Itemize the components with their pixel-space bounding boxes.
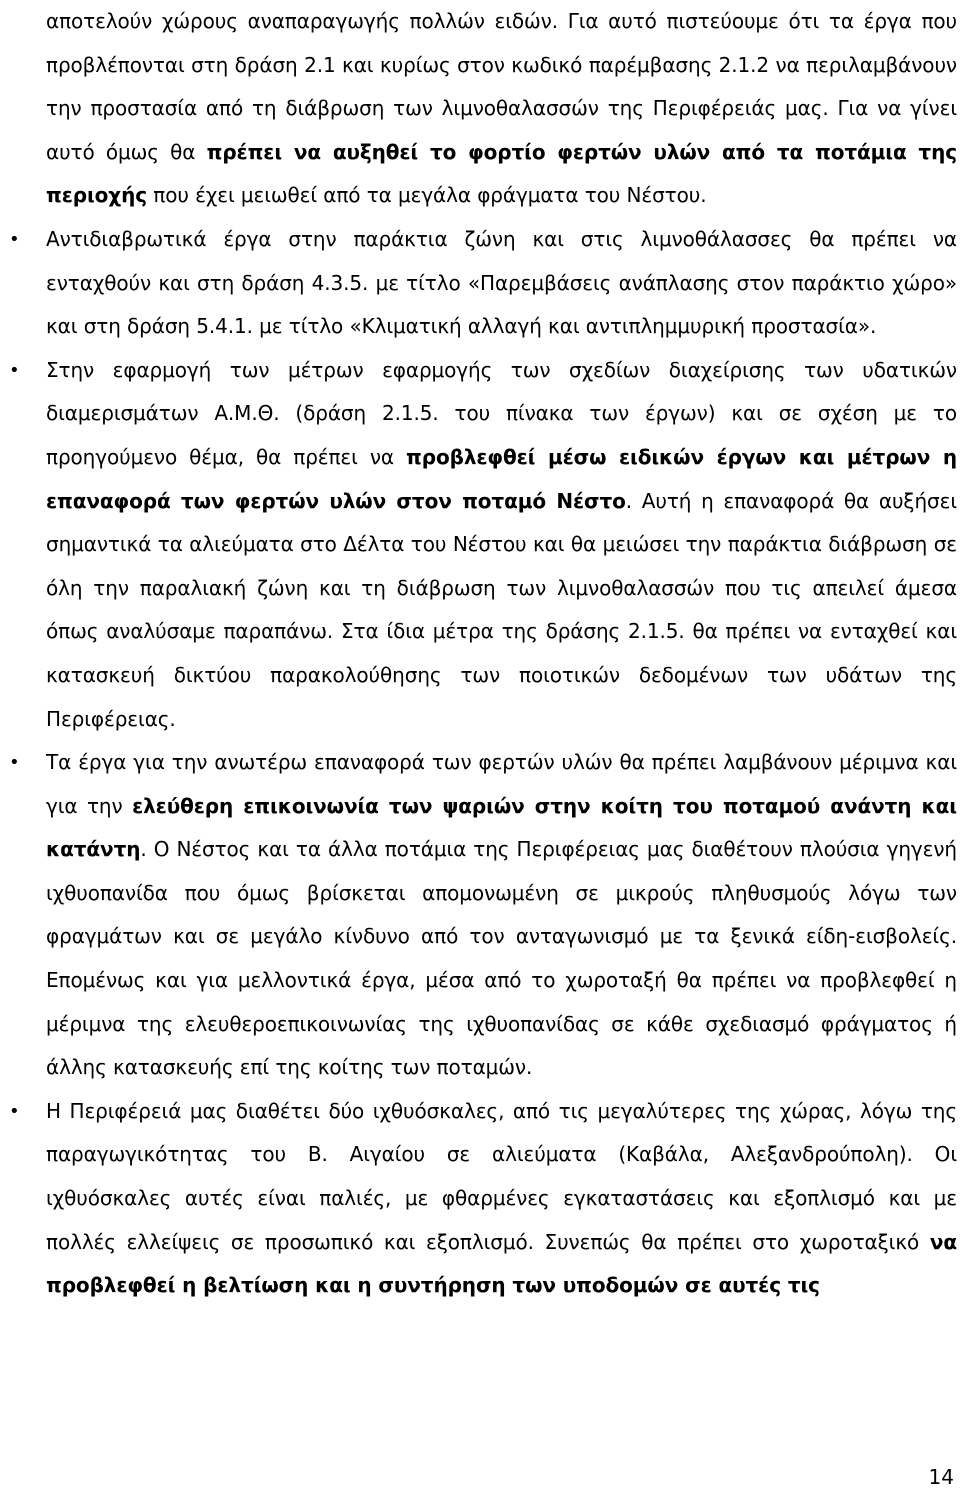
bullet-paragraph [9, 349, 958, 741]
bullet-marker: • [9, 228, 20, 250]
bold-text: προβλεφθεί μέσω ειδικών έργων και μέτρων η επαναφορά των φερτών υλών στον ποταμό Νέστο [46, 444, 957, 513]
bold-text: ελεύθερη επικοινωνία των ψαριών στην κοίτη του ποταμού ανάντη και κατάντη [46, 793, 957, 862]
text-run: Η Περιφέρειά μας διαθέτει δύο ιχθυόσκαλες, από τις μεγαλύτερες της χώρας, λόγω της παραγωγικότητας του Β. Αιγαίου σε αλιεύματα (Καβάλα, Αλεξανδρούπολη). Οι ιχθυόσκαλες αυτές είναι παλιές, με φθαρμένες εγκαταστάσεις και εξοπλισμό και με πολλές ελλείψεις σε προσωπικό και εξοπλισμό. Συνεπώς θα πρέπει στο χωροταξικό [46, 1098, 957, 1254]
bullet-marker: • [9, 1100, 20, 1122]
bullet-paragraph [9, 218, 957, 349]
bullet-marker: • [9, 359, 20, 381]
text-run: αποτελούν χώρους αναπαραγωγής πολλών ειδών. Για αυτό πιστεύουμε ότι τα έργα που προβλέπονται στη δράση 2.1 και κυρίως στον κωδικό παρέμβασης 2.1.2 να περιλαμβάνουν την προστασία από τη διάβρωση των λιμνοθαλασσών της Περιφέρειάς μας. Για να γίνει αυτό όμως θα [46, 9, 957, 164]
text-run: . Ο Νέστος και τα άλλα ποτάμια της Περιφέρειας μας διαθέτουν πλούσια γηγενή ιχθυοπανίδα που όμως βρίσκεται απομονωμένη σε μικρούς πληθυσμούς λόγω των φραγμάτων και σε μεγάλο κίνδυνο από τον ανταγωνισμό με τα ξενικά είδη-εισβολείς. Επομένως και για μελλοντικά έργα, μέσα από το χωροταξή θα πρέπει να προβλεφθεί η μέριμνα της ελευθεροεπικοινωνίας της ιχθυοπανίδας σε κάθε σχεδιασμό φράγματος ή άλλης κατασκευής επί της κοίτης των ποταμών. [46, 837, 957, 1080]
bold-text: να προβλεφθεί η βελτίωση και η συντήρηση των υποδομών σε αυτές τις [46, 1229, 957, 1298]
bold-text: πρέπει να αυξηθεί το φορτίο φερτών υλών από τα ποτάμια της περιοχής [46, 139, 957, 208]
text-run: που έχει μειωθεί από τα μεγάλα φράγματα του Νέστου. [147, 183, 707, 208]
text-run: Τα έργα για την ανωτέρω επαναφορά των φερτών υλών θα πρέπει λαμβάνουν μέριμνα και για την [46, 750, 957, 818]
text-run: Στην εφαρμογή των μέτρων εφαρμογής των σχεδίων διαχείρισης των υδατικών διαμερισμάτων Α.Μ.Θ. (δράση 2.1.5. του πίνακα των έργων) και σε σχέση με το προηγούμενο θέμα, θα πρέπει να [46, 357, 957, 469]
document-body [9, 0, 958, 1308]
paragraph [46, 0, 957, 218]
page-number: 14 [928, 1465, 954, 1489]
text-run: . Αυτή η επαναφορά θα αυξήσει σημαντικά τα αλιεύματα στο Δέλτα του Νέστου και θα μειώσει την παράκτια διάβρωση σε όλη την παραλιακή ζώνη και τη διάβρωση των λιμνοθαλασσών που τις απειλεί άμεσα όπως αναλύσαμε παραπάνω. Στα ίδια μέτρα της δράσης 2.1.5. θα πρέπει να ενταχθεί και κατασκευή δικτύου παρακολούθησης των ποιοτικών δεδομένων των υδάτων της Περιφέρειας. [46, 488, 958, 731]
bullet-marker: • [9, 752, 20, 774]
text-run: Αντιδιαβρωτικά έργα στην παράκτια ζώνη και στις λιμνοθάλασσες θα πρέπει να ενταχθούν και στη δράση 4.3.5. με τίτλο «Παρεμβάσεις ανάπλασης στον παράκτιο χώρο» και στη δράση 5.4.1. με τίτλο «Κλιματική αλλαγή και αντιπλημμυρική προστασία». [46, 226, 957, 339]
bullet-paragraph [9, 1090, 957, 1308]
bullet-paragraph [9, 741, 957, 1090]
